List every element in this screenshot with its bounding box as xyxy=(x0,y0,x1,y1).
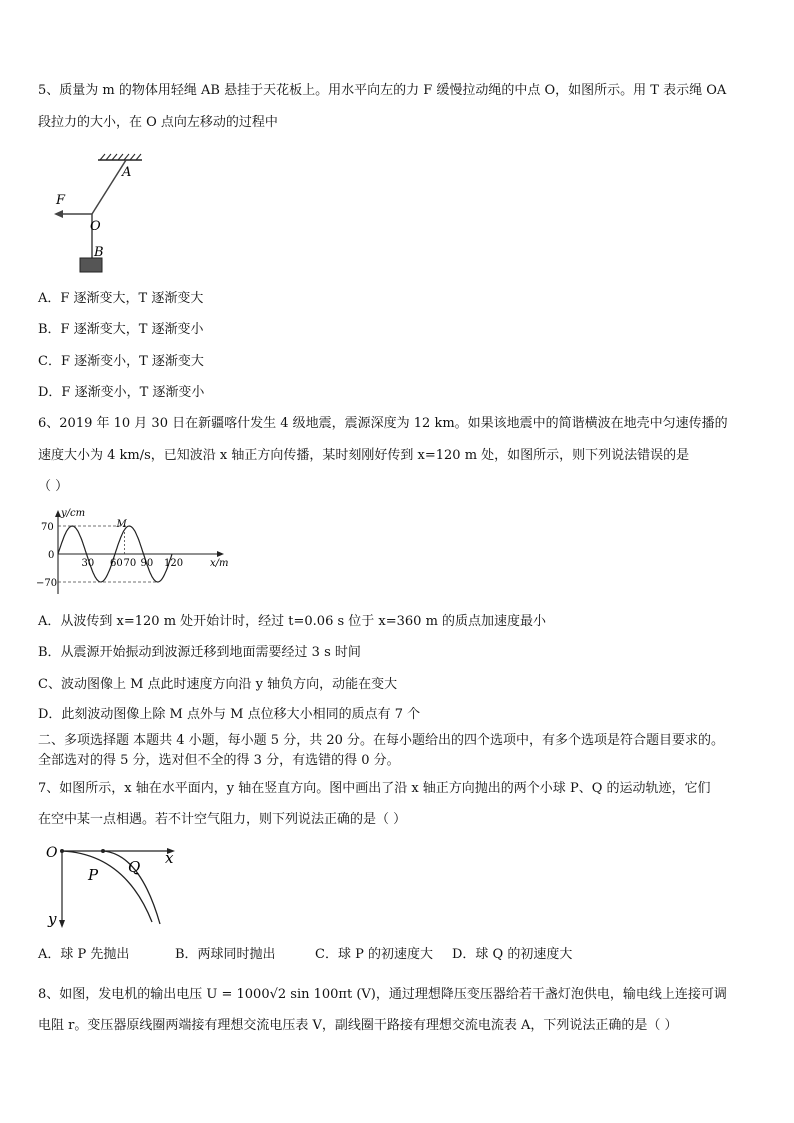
q6-stem-line1: 6、2019 年 10 月 30 日在新疆喀什发生 4 级地震，震源深度为 12 km。如果该地震中的简谐横波在地壳中匀速传播的 xyxy=(38,416,728,431)
q5-option-b: B．F 逐渐变大，T 逐渐变小 xyxy=(38,322,204,337)
y-tick-0: 0 xyxy=(48,550,55,561)
label-P: P xyxy=(88,866,99,884)
q6-answer-paren: （ ） xyxy=(38,479,69,494)
y-tick-70: 70 xyxy=(41,522,54,533)
q6-option-b: B．从震源开始振动到波源迁移到地面需要经过 3 s 时间 xyxy=(38,645,361,660)
q7-stem-line2: 在空中某一点相遇。若不计空气阻力，则下列说法正确的是（ ） xyxy=(38,812,407,827)
q7-option-c: C．球 P 的初速度大 xyxy=(315,947,433,962)
label-O: O xyxy=(46,845,58,861)
q7-figure xyxy=(40,840,190,930)
x-tick-30: 30 xyxy=(81,558,95,569)
x-tick-70: 70 xyxy=(123,558,137,569)
q5-stem-line2: 段拉力的大小，在 O 点向左移动的过程中 xyxy=(38,115,278,130)
section2-heading-line1: 二、多项选择题 本题共 4 小题，每小题 5 分，共 20 分。在每小题给出的四个选项中，有多个选项是符合题目要求的。 xyxy=(38,733,725,748)
q7-option-a: A．球 P 先抛出 xyxy=(38,947,130,962)
q6-wave-figure xyxy=(34,506,229,598)
q5-option-a: A．F 逐渐变大，T 逐渐变大 xyxy=(38,291,204,306)
y-axis-label: y/cm xyxy=(61,508,86,519)
x-axis-label: x/m xyxy=(210,558,229,569)
point-M-label: M xyxy=(116,518,127,530)
x-tick-90: 90 xyxy=(140,558,154,569)
q6-option-d: D．此刻波动图像上除 M 点外与 M 点位移大小相同的质点有 7 个 xyxy=(38,707,421,722)
label-y: y xyxy=(48,910,57,928)
label-F: F xyxy=(56,193,66,208)
q8-stem-line1: 8、如图，发电机的输出电压 U = 1000√2 sin 100πt (V)，通过理想降压变压器给若干盏灯泡供电，输电线上连接可调 xyxy=(38,987,727,1002)
q5-option-d: D．F 逐渐变小，T 逐渐变小 xyxy=(38,385,205,400)
label-Q: Q xyxy=(128,858,141,876)
label-A: A xyxy=(122,165,132,180)
q5-stem-line1: 5、质量为 m 的物体用轻绳 AB 悬挂于天花板上。用水平向左的力 F 缓慢拉动绳的中点 O，如图所示。用 T 表示绳 OA xyxy=(38,83,727,98)
q7-stem-line1: 7、如图所示，x 轴在水平面内，y 轴在竖直方向。图中画出了沿 x 轴正方向抛出的两个小球 P、Q 的运动轨迹，它们 xyxy=(38,781,711,796)
section2-heading-line2: 全部选对的得 5 分，选对但不全的得 3 分，有选错的得 0 分。 xyxy=(38,753,400,768)
q5-option-c: C．F 逐渐变小，T 逐渐变大 xyxy=(38,354,204,369)
q7-option-b: B．两球同时抛出 xyxy=(175,947,276,962)
q7-option-d: D．球 Q 的初速度大 xyxy=(452,947,573,962)
x-tick-60: 60 xyxy=(110,558,123,569)
q6-stem-line2: 速度大小为 4 km/s，已知波沿 x 轴正方向传播，某时刻刚好传到 x=120 m 处，如图所示，则下列说法错误的是 xyxy=(38,448,690,463)
x-axis-arrow xyxy=(217,551,224,557)
y-tick-neg70: −70 xyxy=(36,578,58,589)
x-tick-120: 120 xyxy=(164,558,184,569)
q8-stem-line2: 电阻 r。变压器原线圈两端接有理想交流电压表 V，副线圈干路接有理想交流电流表 A，下列说法正确的是（ ） xyxy=(38,1018,678,1033)
q5-figure xyxy=(50,148,160,278)
q6-option-c: C、波动图像上 M 点此时速度方向沿 y 轴负方向，动能在变大 xyxy=(38,677,398,692)
label-x: x xyxy=(165,849,174,867)
q6-option-a: A．从波传到 x=120 m 处开始计时，经过 t=0.06 s 位于 x=360 m 的质点加速度最小 xyxy=(38,614,547,629)
label-B: B xyxy=(94,245,104,260)
label-O: O xyxy=(90,219,101,234)
